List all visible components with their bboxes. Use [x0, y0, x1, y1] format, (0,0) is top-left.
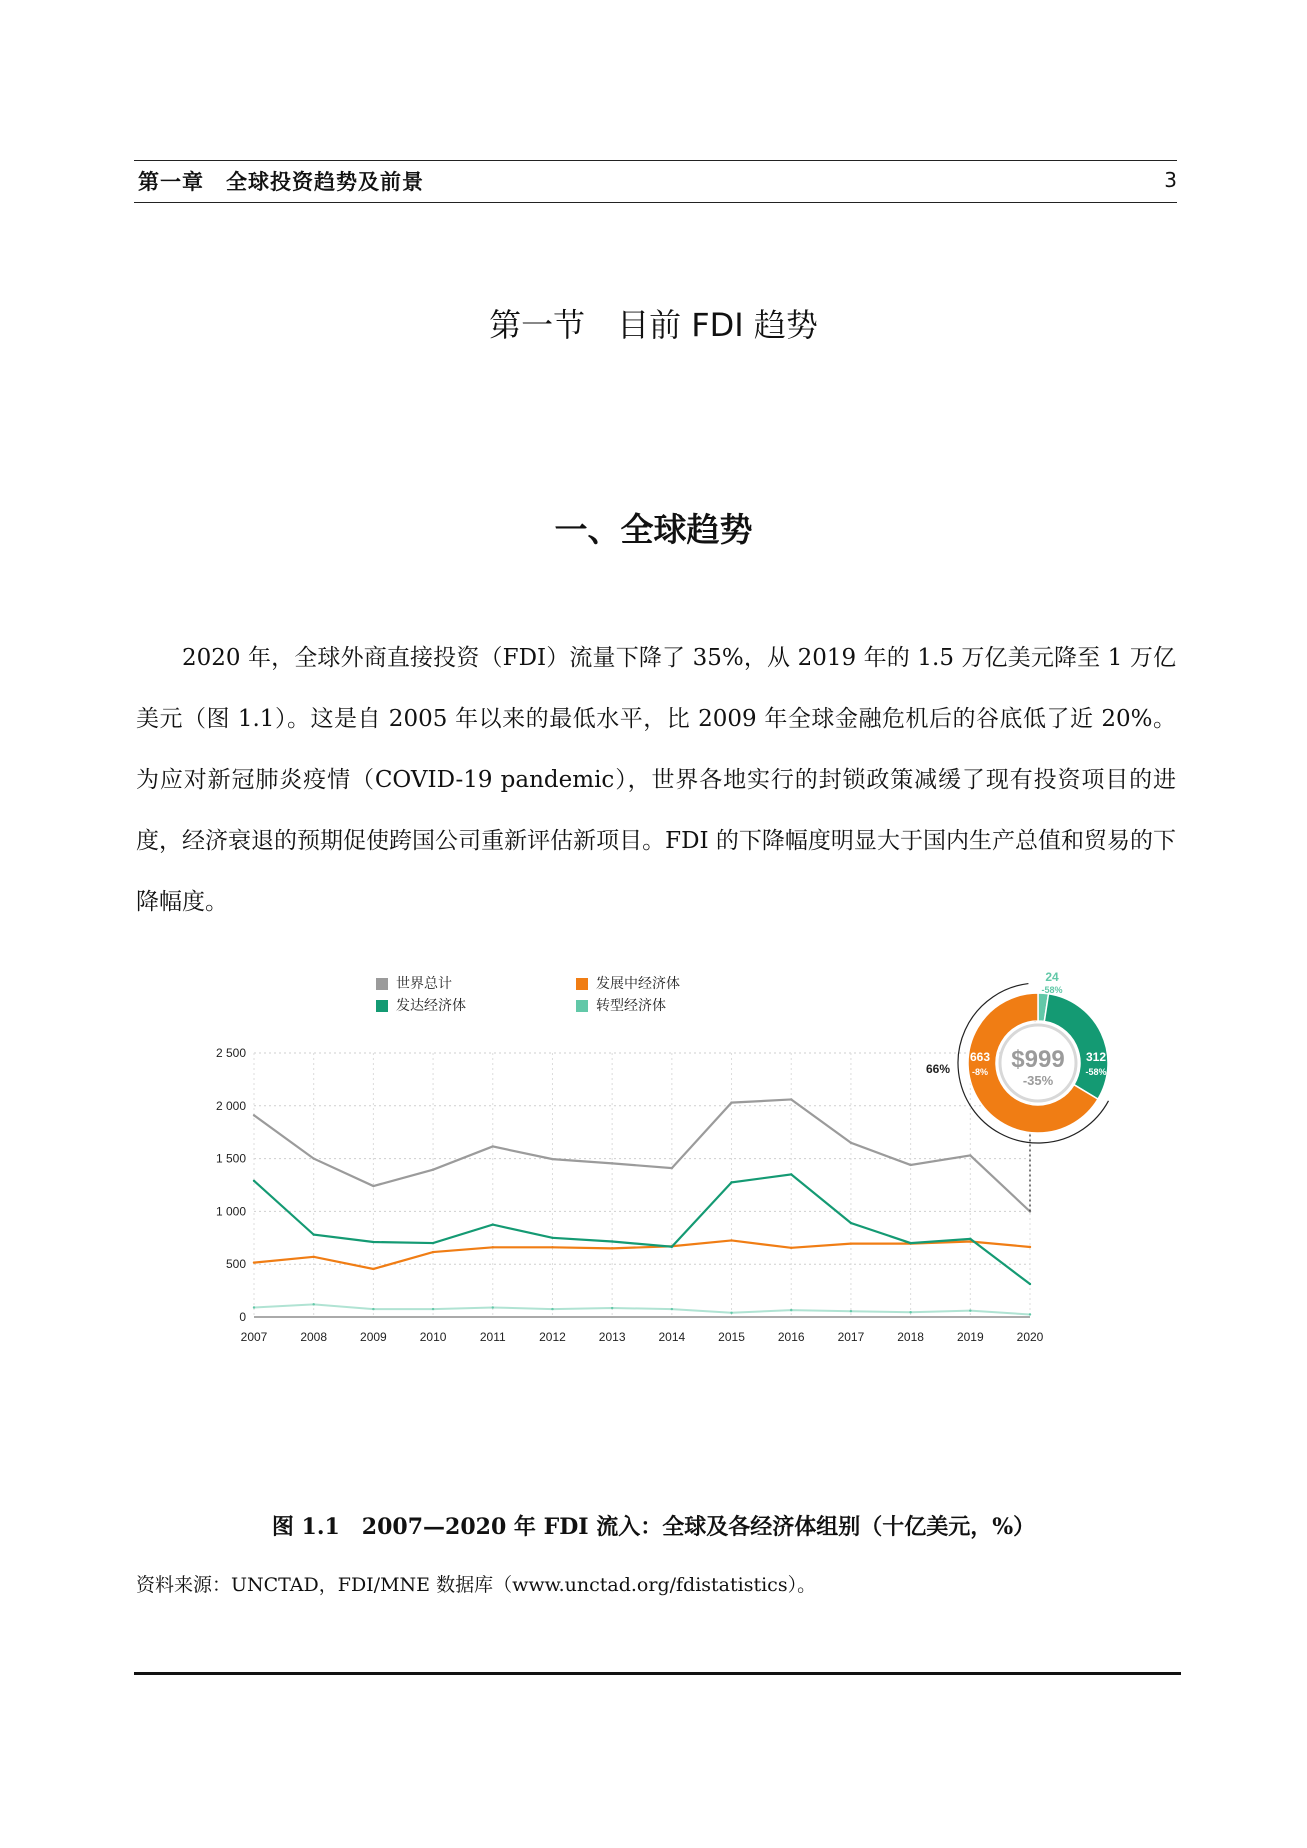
data-point [850, 1222, 852, 1224]
data-point [611, 1247, 613, 1249]
x-tick-label: 2011 [479, 1330, 506, 1344]
x-tick-label: 2020 [1016, 1330, 1044, 1344]
x-tick-label: 2018 [897, 1330, 924, 1344]
data-point [730, 1312, 732, 1314]
data-point [969, 1238, 971, 1240]
data-point [253, 1306, 255, 1308]
y-tick-label: 500 [225, 1257, 246, 1272]
slice-value-label: 312 [1085, 1050, 1107, 1064]
x-tick-label: 2019 [956, 1330, 984, 1344]
y-tick-label: 0 [239, 1310, 246, 1324]
data-point [850, 1310, 852, 1312]
x-tick-label: 2007 [240, 1330, 268, 1344]
header-top-rule [134, 160, 1177, 161]
data-point [253, 1114, 255, 1116]
legend-label: 发展中经济体 [596, 976, 680, 992]
data-point [909, 1242, 911, 1244]
chapter-header: 第一章 全球投资趋势及前景 [138, 170, 424, 194]
data-point [790, 1309, 792, 1311]
x-tick-label: 2015 [718, 1330, 745, 1344]
data-point [850, 1242, 852, 1244]
data-point [372, 1268, 374, 1270]
data-point [432, 1242, 434, 1244]
data-point [372, 1185, 374, 1187]
slice-value-label: 663 [969, 1050, 991, 1064]
y-tick-label: 2 500 [215, 1046, 246, 1060]
legend-swatch [376, 978, 388, 990]
data-point [790, 1247, 792, 1249]
data-point [671, 1246, 673, 1248]
data-point [730, 1101, 732, 1103]
body-paragraph: 2020 年，全球外商直接投资（FDI）流量下降了 35%，从 2019 年的 1.5 万亿美元降至 1 万亿美元（图 1.1）。这是自 2005 年以来的最低水平，比 2009 年全球金融危机后的谷底低了近 20%。为应对新冠肺炎疫情（COVID-19 pandemic），世界各地实行的封锁政策减缓了现有投资项目的进度，经济衰退的预期促使跨国公司重新评估新项目。FDI 的下降幅度明显大于国内生产总值和贸易的下降幅度。 [136, 645, 1176, 915]
data-point [492, 1223, 494, 1225]
slice-change-label: -58% [1041, 985, 1063, 995]
section-title: 第一节 目前 FDI 趋势 [489, 306, 818, 344]
data-point [730, 1239, 732, 1241]
data-point [312, 1256, 314, 1258]
y-tick-label: 2 000 [215, 1098, 246, 1113]
data-point [372, 1308, 374, 1310]
legend-swatch [576, 978, 588, 990]
y-tick-label: 1 500 [215, 1151, 246, 1166]
data-point [492, 1145, 494, 1147]
data-point [432, 1168, 434, 1170]
data-point [969, 1309, 971, 1311]
data-point [671, 1308, 673, 1310]
series-line [254, 1099, 1030, 1211]
x-tick-label: 2016 [777, 1330, 805, 1344]
data-point [1029, 1283, 1031, 1285]
slice-change-label: -8% [971, 1067, 989, 1077]
data-point [372, 1241, 374, 1243]
y-tick-label: 1 000 [215, 1204, 246, 1219]
series-line [254, 1304, 1030, 1314]
data-point [432, 1308, 434, 1310]
source-note: 资料来源：UNCTAD，FDI/MNE 数据库（www.unctad.org/fdistatistics）。 [136, 1574, 817, 1596]
header-bottom-rule [134, 202, 1177, 203]
subsection-title: 一、全球趋势 [554, 510, 753, 549]
x-tick-label: 2017 [837, 1330, 865, 1344]
fdi-chart [200, 930, 1140, 1490]
data-point [611, 1240, 613, 1242]
x-tick-label: 2010 [419, 1330, 447, 1344]
data-point [969, 1154, 971, 1156]
data-point [551, 1308, 553, 1310]
data-point [611, 1162, 613, 1164]
footer-rule [134, 1672, 1181, 1675]
data-point [312, 1233, 314, 1235]
data-point [551, 1158, 553, 1160]
data-point [909, 1164, 911, 1166]
data-point [432, 1251, 434, 1253]
page-number: 3 [1164, 168, 1177, 192]
data-point [312, 1303, 314, 1305]
legend-swatch [576, 1000, 588, 1012]
x-tick-label: 2013 [598, 1330, 626, 1344]
data-point [790, 1098, 792, 1100]
data-point [492, 1306, 494, 1308]
data-point [1029, 1246, 1031, 1248]
data-point [253, 1180, 255, 1182]
data-point [312, 1157, 314, 1159]
share-label: 66% [925, 1062, 950, 1076]
data-point [1029, 1313, 1031, 1315]
data-point [671, 1167, 673, 1169]
legend-label: 转型经济体 [596, 998, 666, 1014]
slice-value-label: 24 [1045, 970, 1059, 984]
data-point [611, 1307, 613, 1309]
data-point [909, 1311, 911, 1313]
data-point [850, 1142, 852, 1144]
figure-caption: 图 1.1 2007—2020 年 FDI 流入：全球及各经济体组别（十亿美元，%） [271, 1514, 1036, 1540]
x-tick-label: 2008 [300, 1330, 328, 1344]
data-point [253, 1261, 255, 1263]
slice-change-label: -58% [1085, 1067, 1107, 1077]
data-point [730, 1181, 732, 1183]
data-point [551, 1246, 553, 1248]
x-tick-label: 2014 [658, 1330, 686, 1344]
legend-label: 世界总计 [396, 976, 452, 992]
center-change: -35% [1022, 1073, 1054, 1088]
legend-swatch [376, 1000, 388, 1012]
data-point [492, 1246, 494, 1248]
x-tick-label: 2012 [539, 1330, 566, 1344]
center-value: $999 [1011, 1046, 1065, 1073]
x-tick-label: 2009 [360, 1330, 387, 1344]
legend-label: 发达经济体 [396, 998, 466, 1014]
data-point [551, 1237, 553, 1239]
data-point [790, 1173, 792, 1175]
